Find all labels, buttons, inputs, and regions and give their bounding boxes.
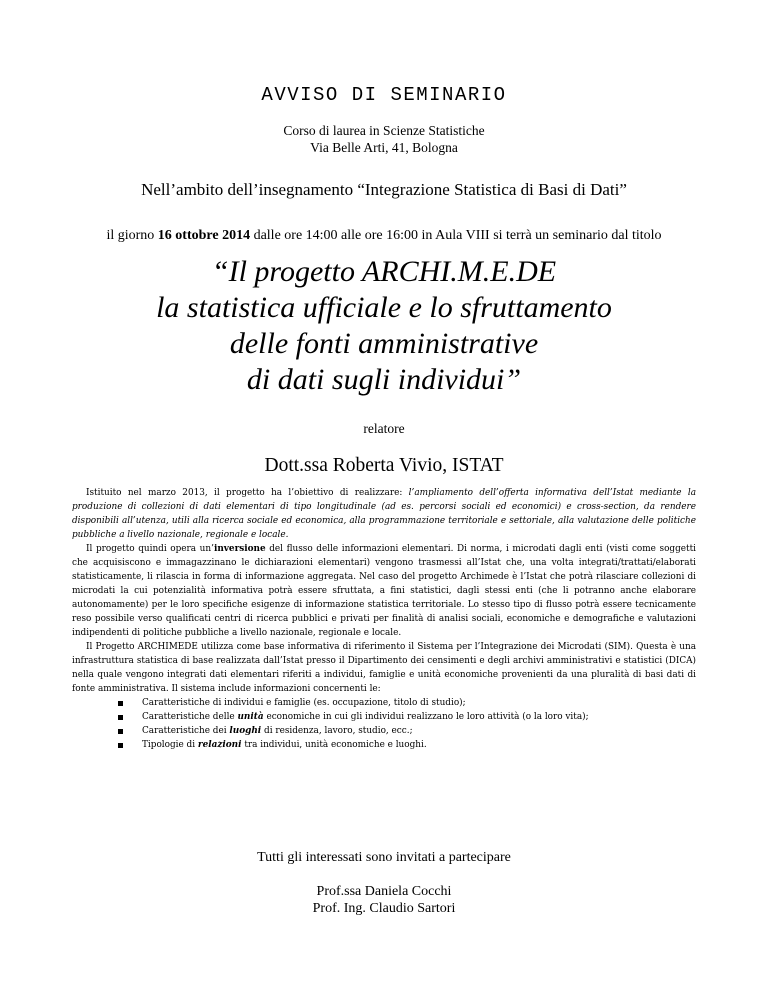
paragraph-text: Il progetto quindi opera un’ xyxy=(86,544,214,554)
schedule-prefix: il giorno xyxy=(106,228,158,243)
abstract-paragraph xyxy=(72,486,696,542)
signatory-name: Prof. Ing. Claudio Sartori xyxy=(312,901,456,916)
emphasis-inversione: inversione xyxy=(213,544,266,554)
list-item xyxy=(72,738,696,752)
list-item-text: Tipologie di xyxy=(142,740,198,750)
paragraph-objective: l’ampliamento dell’offerta informativa dell’Istat mediante la produzione di collezioni di dati elementari di tipo longitudinale (ad es. percorsi sociali ed economici) e cross-section, da rendere disponibili all’utenza, utili alla ricerca sociale ed economica, alla programmazione territoriale e settoriale, alla valutazione delle politiche pubbliche a livello nazionale, regionale e locale. xyxy=(72,488,697,540)
seminar-title xyxy=(0,254,768,398)
list-item-text: economiche in cui gli individui realizzano le loro attività (o la loro vita); xyxy=(263,712,589,722)
list-item-text: di residenza, lavoro, studio, ecc.; xyxy=(261,726,413,736)
list-item xyxy=(72,696,696,710)
schedule-line xyxy=(0,228,768,244)
notice-heading: AVVISO DI SEMINARIO xyxy=(261,84,507,106)
list-item xyxy=(72,724,696,738)
list-item-text: Caratteristiche delle xyxy=(142,712,238,722)
seminar-title-line: la statistica ufficiale e lo sfruttamento xyxy=(156,291,612,324)
paragraph-intro: Istituito nel marzo 2013, il progetto ha l’obiettivo di realizzare: xyxy=(86,488,409,498)
abstract-text xyxy=(72,486,696,752)
list-item-emphasis: unità xyxy=(237,712,264,722)
list-item-emphasis: relazioni xyxy=(197,740,242,750)
course-name: Corso di laurea in Scienze Statistiche xyxy=(283,123,485,138)
signatory-name: Prof.ssa Daniela Cocchi xyxy=(316,884,452,899)
seminar-title-line: “Il progetto ARCHI.M.E.DE xyxy=(211,255,557,288)
list-item-emphasis: luoghi xyxy=(229,726,262,736)
list-item-text: Caratteristiche dei xyxy=(142,726,230,736)
venue-address: Via Belle Arti, 41, Bologna xyxy=(310,140,458,155)
invitation-line: Tutti gli interessati sono invitati a partecipare xyxy=(257,850,511,865)
abstract-paragraph: Il Progetto ARCHIMEDE utilizza come base informativa di riferimento il Sistema per l’Integrazione dei Microdati (SIM). Questa è una infrastruttura statistica di base realizzata dall’Istat presso il Dipartimento dei censimenti e degli archivi amministrativi e statistici (DICA) nella quale vengono integrati dati elementari riferiti a individui, famiglie e unità economiche provenienti da una pluralità di basi dati di fonte amministrativa. Il sistema include informazioni concernenti le: xyxy=(72,642,696,694)
schedule-suffix: dalle ore 14:00 alle ore 16:00 in Aula VIII si terrà un seminario dal titolo xyxy=(250,228,662,243)
information-list xyxy=(72,696,696,752)
speaker-name: Dott.ssa Roberta Vivio, ISTAT xyxy=(264,455,504,476)
seminar-date: 16 ottobre 2014 xyxy=(157,228,251,243)
list-item-text: tra individui, unità economiche e luoghi. xyxy=(241,740,427,750)
paragraph-text: del flusso delle informazioni elementari. Di norma, i microdati dagli enti (visti come soggetti che acquisiscono e immagazzinano le dichiarazioni elementari) vengono trasmessi all’Istat che, una volta integrati/trattati/elaborati statisticamente, li rilascia in forma di informazione aggregata. Nel caso del progetto Archimede è l’Istat che potrà rilasciare collezioni di microdati la cui potenzialità informativa potrà essere sfruttata, a fini statistici, dagli stessi enti (che li potranno anche elaborare autonomamente) per le loro specifiche esigenze di informazione statistica territoriale. Lo stesso tipo di flusso potrà essere tecnicamente reso possibile verso qualificati centri di ricerca pubblici e privati per finalità di analisi sociali, economiche e demografiche e valutazioni indipendenti di politiche pubbliche a livello nazionale, regionale e locale. xyxy=(72,544,697,638)
signatories xyxy=(0,883,768,917)
list-item xyxy=(72,710,696,724)
seminar-title-line: delle fonti amministrative xyxy=(229,327,539,360)
seminar-title-line: di dati sugli individui” xyxy=(246,363,522,396)
list-item-text: Caratteristiche di individui e famiglie (es. occupazione, titolo di studio); xyxy=(142,698,466,708)
abstract-paragraph xyxy=(72,542,696,640)
venue-block xyxy=(0,122,768,156)
speaker-label: relatore xyxy=(363,421,405,436)
course-context: Nell’ambito dell’insegnamento “Integrazione Statistica di Basi di Dati” xyxy=(141,180,627,199)
